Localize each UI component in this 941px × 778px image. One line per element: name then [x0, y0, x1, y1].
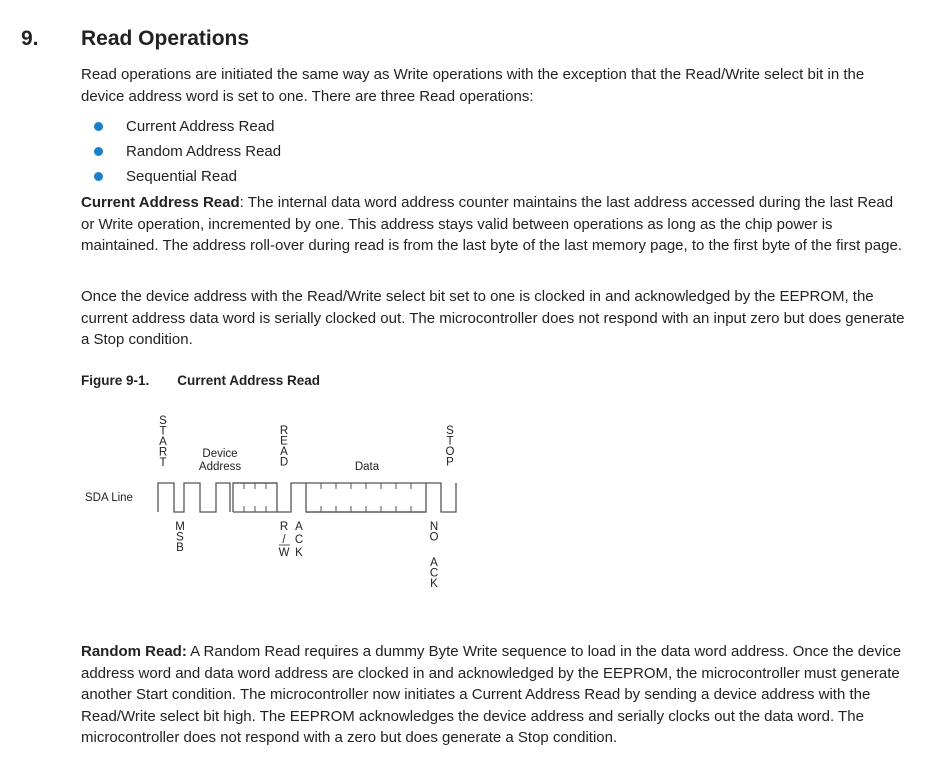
start-label-char: S — [159, 415, 167, 427]
rw-label: R — [279, 521, 289, 533]
intro-paragraph: Read operations are initiated the same way as Write operations with the exception that the Read/Write select bit in the device address word is set to one. There are three Read operations: — [81, 66, 865, 105]
current-address-term: Current Address Read — [81, 194, 240, 211]
stop-label-char: O — [445, 446, 455, 458]
data-label: Data — [354, 461, 380, 473]
read-label-char: E — [280, 435, 288, 448]
stop-label-char: S — [446, 425, 454, 437]
diagram-labels — [85, 415, 455, 590]
no-ack-label-char: A — [430, 557, 438, 569]
no-label-char: N — [429, 521, 439, 533]
once-paragraph: Once the device address with the Read/Write select bit set to one is clocked in and acknowledged by the EEPROM, the current address data word is serially clocked out. The microcontroller does not respond with an input zero but does generate a Stop condition. — [81, 288, 905, 349]
current-address-text: : The internal data word address counter maintains the last address accessed during the last Read or Write operation, incremented by one. This address stays valid between operations as long as the chip power is maintained. The address roll-over during read is from the last byte of the last memory page, to the first byte of the first page. — [81, 194, 902, 255]
current-address-paragraph — [81, 192, 907, 257]
stop-label-char: T — [446, 435, 454, 448]
data-bit-ticks — [244, 483, 411, 512]
random-read-paragraph — [81, 641, 907, 749]
msb-label-char: M — [175, 521, 185, 533]
msb-label-char: B — [176, 542, 184, 554]
start-label-char: R — [158, 446, 168, 459]
rw-label: / — [282, 534, 286, 546]
figure-title: Current Address Read — [177, 373, 321, 388]
bullet-icon — [94, 147, 103, 156]
bullet-icon — [94, 172, 103, 181]
list-item — [81, 164, 281, 189]
read-label-char: A — [280, 446, 288, 458]
rw-label: W — [278, 547, 290, 559]
figure-label: Figure 9-1. — [81, 373, 150, 388]
list-item — [81, 139, 281, 164]
bullet-icon — [94, 122, 103, 131]
start-label-char: T — [159, 457, 167, 469]
ack-label-char: C — [294, 534, 304, 546]
no-ack-label-char: K — [430, 578, 438, 590]
ack-label-char: K — [295, 547, 303, 559]
random-read-text: A Random Read requires a dummy Byte Write sequence to load in the data word address. Once the device address word and data word address are clocked in and acknowledged by the EEPROM, the microcontroller must generate another Start condition. The microcontroller now initiates a Current Address Read by sending a device address with the Read/Write select bit high. The EEPROM acknowledges the device address and serially clocks out the data word. The microcontroller does not respond with a zero but does generate a Stop condition. — [81, 643, 902, 747]
list-item-label: Sequential Read — [126, 168, 237, 185]
list-item-label: Current Address Read — [126, 118, 275, 135]
no-ack-label-char: C — [429, 567, 439, 580]
ack-label-char: A — [295, 521, 303, 533]
sda-line-label: SDA Line — [85, 492, 133, 504]
stop-label-char: P — [446, 456, 454, 469]
list-item — [81, 114, 281, 139]
start-label-char: T — [159, 425, 167, 438]
current-address-read-timing-diagram — [80, 405, 480, 600]
section-number: 9. — [21, 27, 39, 50]
figure-caption — [81, 373, 320, 388]
read-operations-list — [81, 114, 281, 189]
device-address-label: Device — [202, 448, 238, 460]
read-label-char: R — [279, 425, 289, 437]
msb-label-char: S — [176, 531, 184, 544]
no-label-char: O — [429, 531, 439, 544]
start-label-char: A — [159, 436, 167, 448]
device-address-label: Address — [198, 461, 242, 473]
read-label-char: D — [279, 456, 289, 469]
list-item-label: Random Address Read — [126, 143, 282, 160]
random-read-term: Random Read: — [81, 643, 187, 660]
section-title: Read Operations — [81, 27, 250, 50]
